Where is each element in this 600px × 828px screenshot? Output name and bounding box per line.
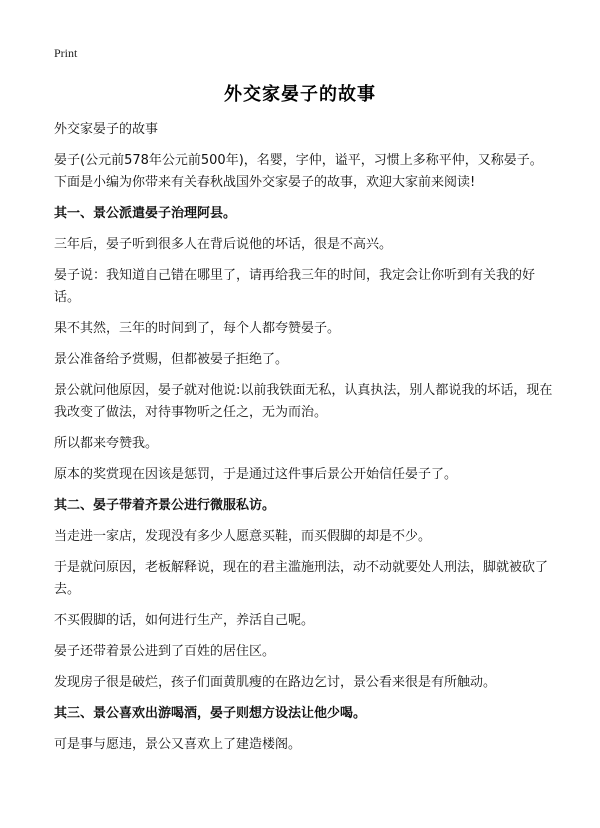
paragraph: 三年后，晏子听到很多人在背后说他的坏话，很是不高兴。 xyxy=(54,237,393,252)
page-title: 外交家晏子的故事 xyxy=(224,84,376,105)
paragraph: 果不其然，三年的时间到了，每个人都夸赞晏子。 xyxy=(54,321,341,336)
article-body xyxy=(54,119,554,765)
paragraph: 晏子还带着景公进到了百姓的居住区。 xyxy=(54,644,276,659)
paragraph: 于是就问原因，老板解释说，现在的君主滥施刑法，动不动就要处人刑法，脚就被砍了去。 xyxy=(54,560,549,597)
section-1-heading: 其一、景公派遣晏子治理阿县。 xyxy=(54,206,237,221)
section-2-heading: 其二、晏子带着齐景公进行微服私访。 xyxy=(54,498,276,513)
article-subtitle: 外交家晏子的故事 xyxy=(54,122,159,137)
paragraph: 不买假脚的话，如何进行生产，养活自己呢。 xyxy=(54,613,315,628)
paragraph: 当走进一家店，发现没有多少人愿意买鞋，而买假脚的却是不少。 xyxy=(54,529,432,544)
intro-paragraph: 晏子(公元前578年公元前500年)，名婴，字仲，谥平，习惯上多称平仲，又称晏子。下面是小编为你带来有关春秋战国外交家晏子的故事，欢迎大家前来阅读! xyxy=(54,153,543,190)
paragraph: 可是事与愿违，景公又喜欢上了建造楼阁。 xyxy=(54,737,302,752)
paragraph: 发现房子很是破烂，孩子们面黄肌瘦的在路边乞讨，景公看来很是有所触动。 xyxy=(54,675,497,690)
paragraph: 景公就问他原因，晏子就对他说:以前我铁面无私，认真执法，别人都说我的坏话，现在我改变了做法，对待事物听之任之，无为而治。 xyxy=(54,383,553,420)
paragraph: 原本的奖赏现在因该是惩罚，于是通过这件事后景公开始信任晏子了。 xyxy=(54,467,458,482)
paragraph: 晏子说：我知道自己错在哪里了，请再给我三年的时间，我定会让你听到有关我的好话。 xyxy=(54,268,536,305)
paragraph: 所以都来夸赞我。 xyxy=(54,436,159,451)
print-link[interactable]: Print xyxy=(54,46,78,60)
paragraph: 景公准备给予赏赐，但都被晏子拒绝了。 xyxy=(54,352,289,367)
section-3-heading: 其三、景公喜欢出游喝酒，晏子则想方设法让他少喝。 xyxy=(54,706,367,721)
